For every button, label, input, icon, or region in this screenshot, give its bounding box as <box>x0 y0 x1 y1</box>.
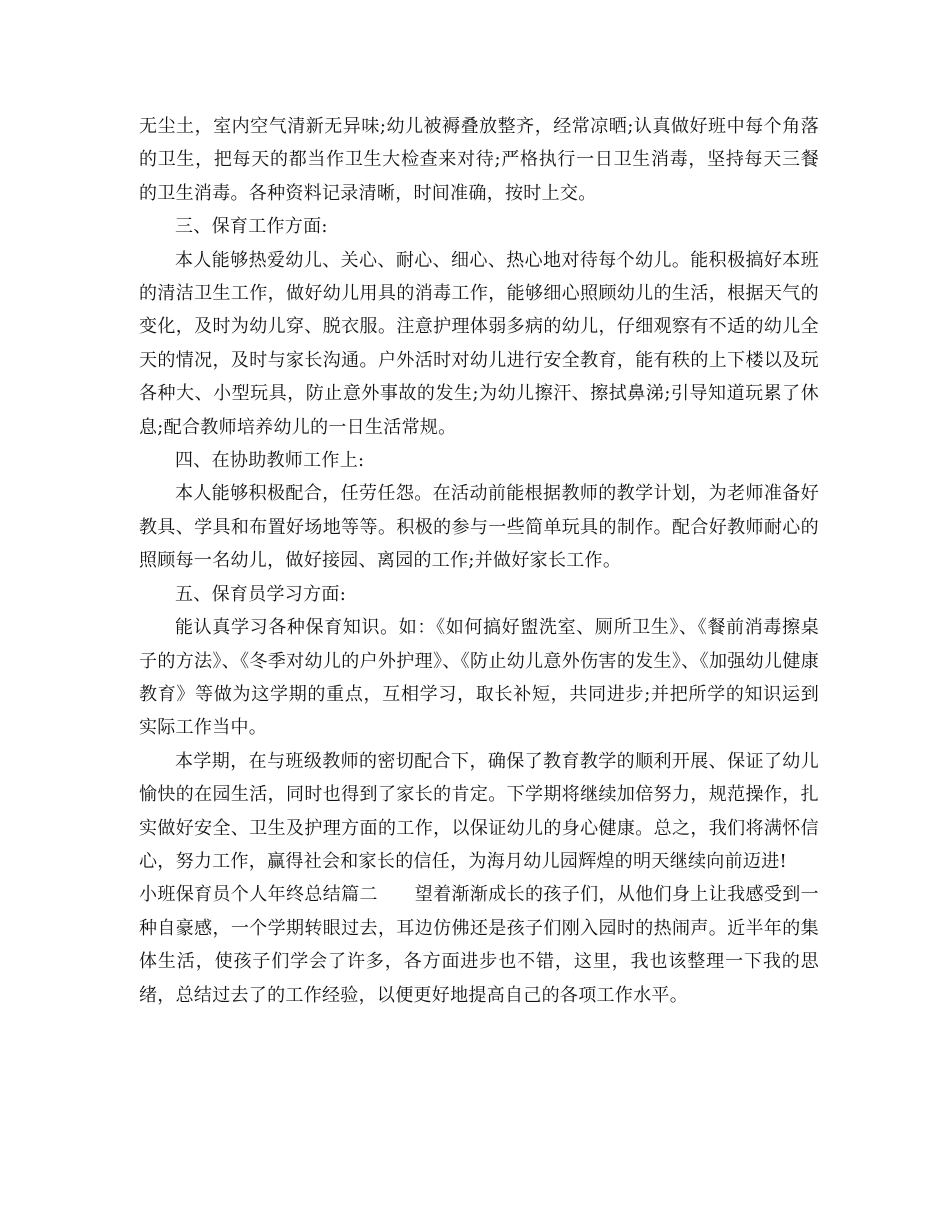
heading-learning: 五、保育员学习方面: <box>175 583 347 605</box>
paragraph-hygiene-continued: 无尘土，室内空气清新无异味;幼儿被褥叠放整齐，经常凉晒;认真做好班中每个角落的卫生，把每天的都当作卫生大检查来对待;严格执行一日卫生消毒，坚持每天三餐的卫生消毒。各种资料记录清晰，时间准确，按时上交。 <box>139 116 819 204</box>
paragraph-assisting-teachers: 本人能够积极配合，任劳任怨。在活动前能根据教师的教学计划，为老师准备好教具、学具和布置好场地等等。积极的参与一些简单玩具的制作。配合好教师耐心的照顾每一名幼儿，做好接园、离园的工作;并做好家长工作。 <box>139 483 819 572</box>
document-body <box>139 110 819 1012</box>
heading-childcare-work: 三、保育工作方面: <box>175 216 328 238</box>
heading-assisting-teachers: 四、在协助教师工作上: <box>175 450 365 472</box>
paragraph-second-article: 小班保育员个人年终总结篇二 望着渐渐成长的孩子们，从他们身上让我感受到一种自豪感，一个学期转眼过去，耳边仿佛还是孩子们刚入园时的热闹声。近半年的集体生活，使孩子们学会了许多，各方面进步也不错，这里，我也该整理一下我的思绪，总结过去了的工作经验，以便更好地提高自己的各项工作水平。 <box>139 884 819 1006</box>
paragraph-semester-summary: 本学期，在与班级教师的密切配合下，确保了教育教学的顺利开展、保证了幼儿愉快的在园生活，同时也得到了家长的肯定。下学期将继续加倍努力，规范操作，扎实做好安全、卫生及护理方面的工作，以保证幼儿的身心健康。总之，我们将满怀信心，努力工作，赢得社会和家长的信任，为海月幼儿园辉煌的明天继续向前迈进! <box>139 750 819 872</box>
paragraph-learning: 能认真学习各种保育知识。如：《如何搞好盥洗室、厕所卫生》、《餐前消毒擦桌子的方法》、《冬季对幼儿的户外护理》、《防止幼儿意外伤害的发生》、《加强幼儿健康教育》等做为这学期的重点，互相学习，取长补短，共同进步;并把所学的知识运到实际工作当中。 <box>139 617 819 739</box>
paragraph-childcare-work: 本人能够热爱幼儿、关心、耐心、细心、热心地对待每个幼儿。能积极搞好本班的清洁卫生工作，做好幼儿用具的消毒工作，能够细心照顾幼儿的生活，根据天气的变化，及时为幼儿穿、脱衣服。注意护理体弱多病的幼儿，仔细观察有不适的幼儿全天的情况，及时与家长沟通。户外活时对幼儿进行安全教育，能有秩的上下楼以及玩各种大、小型玩具，防止意外事故的发生;为幼儿擦汗、擦拭鼻涕;引导知道玩累了休息;配合教师培养幼儿的一日生活常规。 <box>139 249 819 438</box>
